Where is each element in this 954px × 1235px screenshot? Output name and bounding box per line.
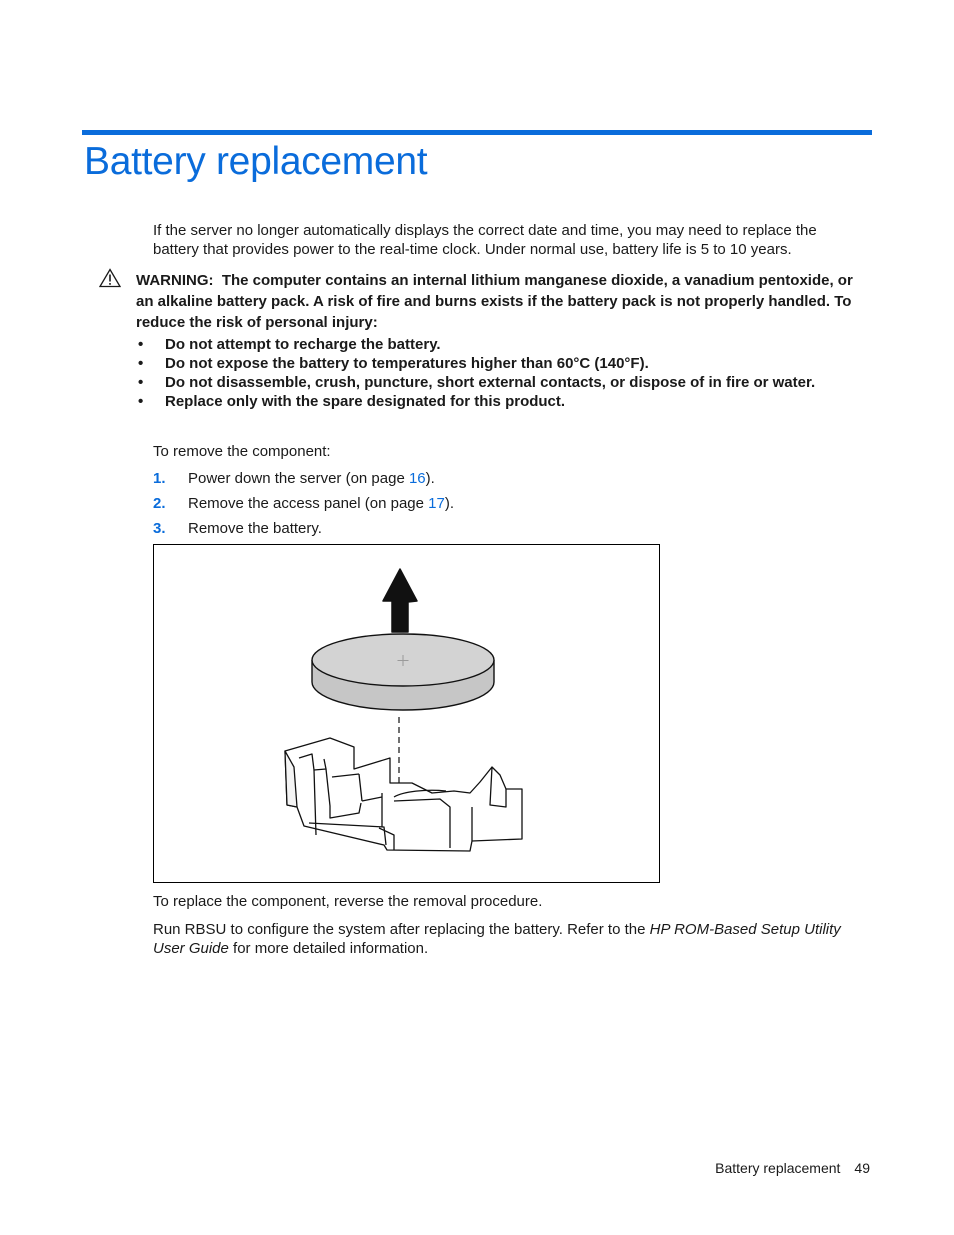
warning-paragraph	[136, 270, 871, 333]
removal-steps	[153, 466, 454, 541]
page-link-16[interactable]: 16	[408, 470, 426, 487]
removal-intro: To remove the component:	[153, 443, 331, 460]
step-number: 2.	[153, 495, 166, 512]
list-item: • Do not attempt to recharge the battery.	[138, 336, 441, 353]
bullet-icon: •	[138, 355, 144, 372]
page-title: Battery replacement	[84, 140, 428, 183]
guide-title: HP ROM-Based Setup Utility User Guide	[153, 921, 841, 957]
bullet-icon: •	[138, 336, 144, 353]
step-item: 2. Remove the access panel (on page 17).	[153, 491, 454, 516]
intro-paragraph: If the server no longer automatically displays the correct date and time, you may need to replace the battery that provides power to the real-time clock. Under normal use, battery life is 5 to 10 years.	[153, 222, 817, 258]
rbsu-paragraph: Run RBSU to configure the system after replacing the battery. Refer to the HP ROM-Based Setup Utility User Guide for more detailed information.	[153, 921, 841, 957]
bullet-icon: •	[138, 374, 144, 391]
title-rule	[82, 130, 872, 135]
list-item: • Do not expose the battery to temperatures higher than 60°C (140°F).	[138, 355, 649, 372]
warning-body: The computer contains an internal lithium manganese dioxide, a vanadium pentoxide, or an alkaline battery pack. A risk of fire and burns exists if the battery pack is not properly handled. To reduce the risk of personal injury:	[136, 272, 853, 331]
warning-triangle-icon	[99, 268, 121, 288]
footer-section-title: Battery replacement	[715, 1160, 841, 1176]
step-number: 3.	[153, 520, 166, 537]
page-number: 49	[854, 1160, 870, 1176]
battery-holder-icon	[285, 738, 522, 851]
battery-removal-figure	[153, 544, 660, 883]
warning-label: WARNING:	[136, 272, 214, 289]
bullet-icon: •	[138, 393, 144, 410]
replace-paragraph: To replace the component, reverse the removal procedure.	[153, 893, 543, 910]
up-arrow-icon	[383, 569, 417, 632]
page-link-17[interactable]: 17	[428, 495, 445, 512]
step-item: 3. Remove the battery.	[153, 516, 454, 541]
step-item: 1. Power down the server (on page 16).	[153, 466, 454, 491]
warning-bullet-list	[136, 335, 866, 411]
battery-removal-illustration	[154, 545, 659, 882]
list-item: • Replace only with the spare designated for this product.	[138, 393, 566, 410]
step-number: 1.	[153, 470, 166, 487]
list-item: • Do not disassemble, crush, puncture, short external contacts, or dispose of in fire or water.	[138, 374, 816, 391]
page-footer	[640, 1159, 870, 1177]
coin-battery-icon	[312, 634, 494, 710]
